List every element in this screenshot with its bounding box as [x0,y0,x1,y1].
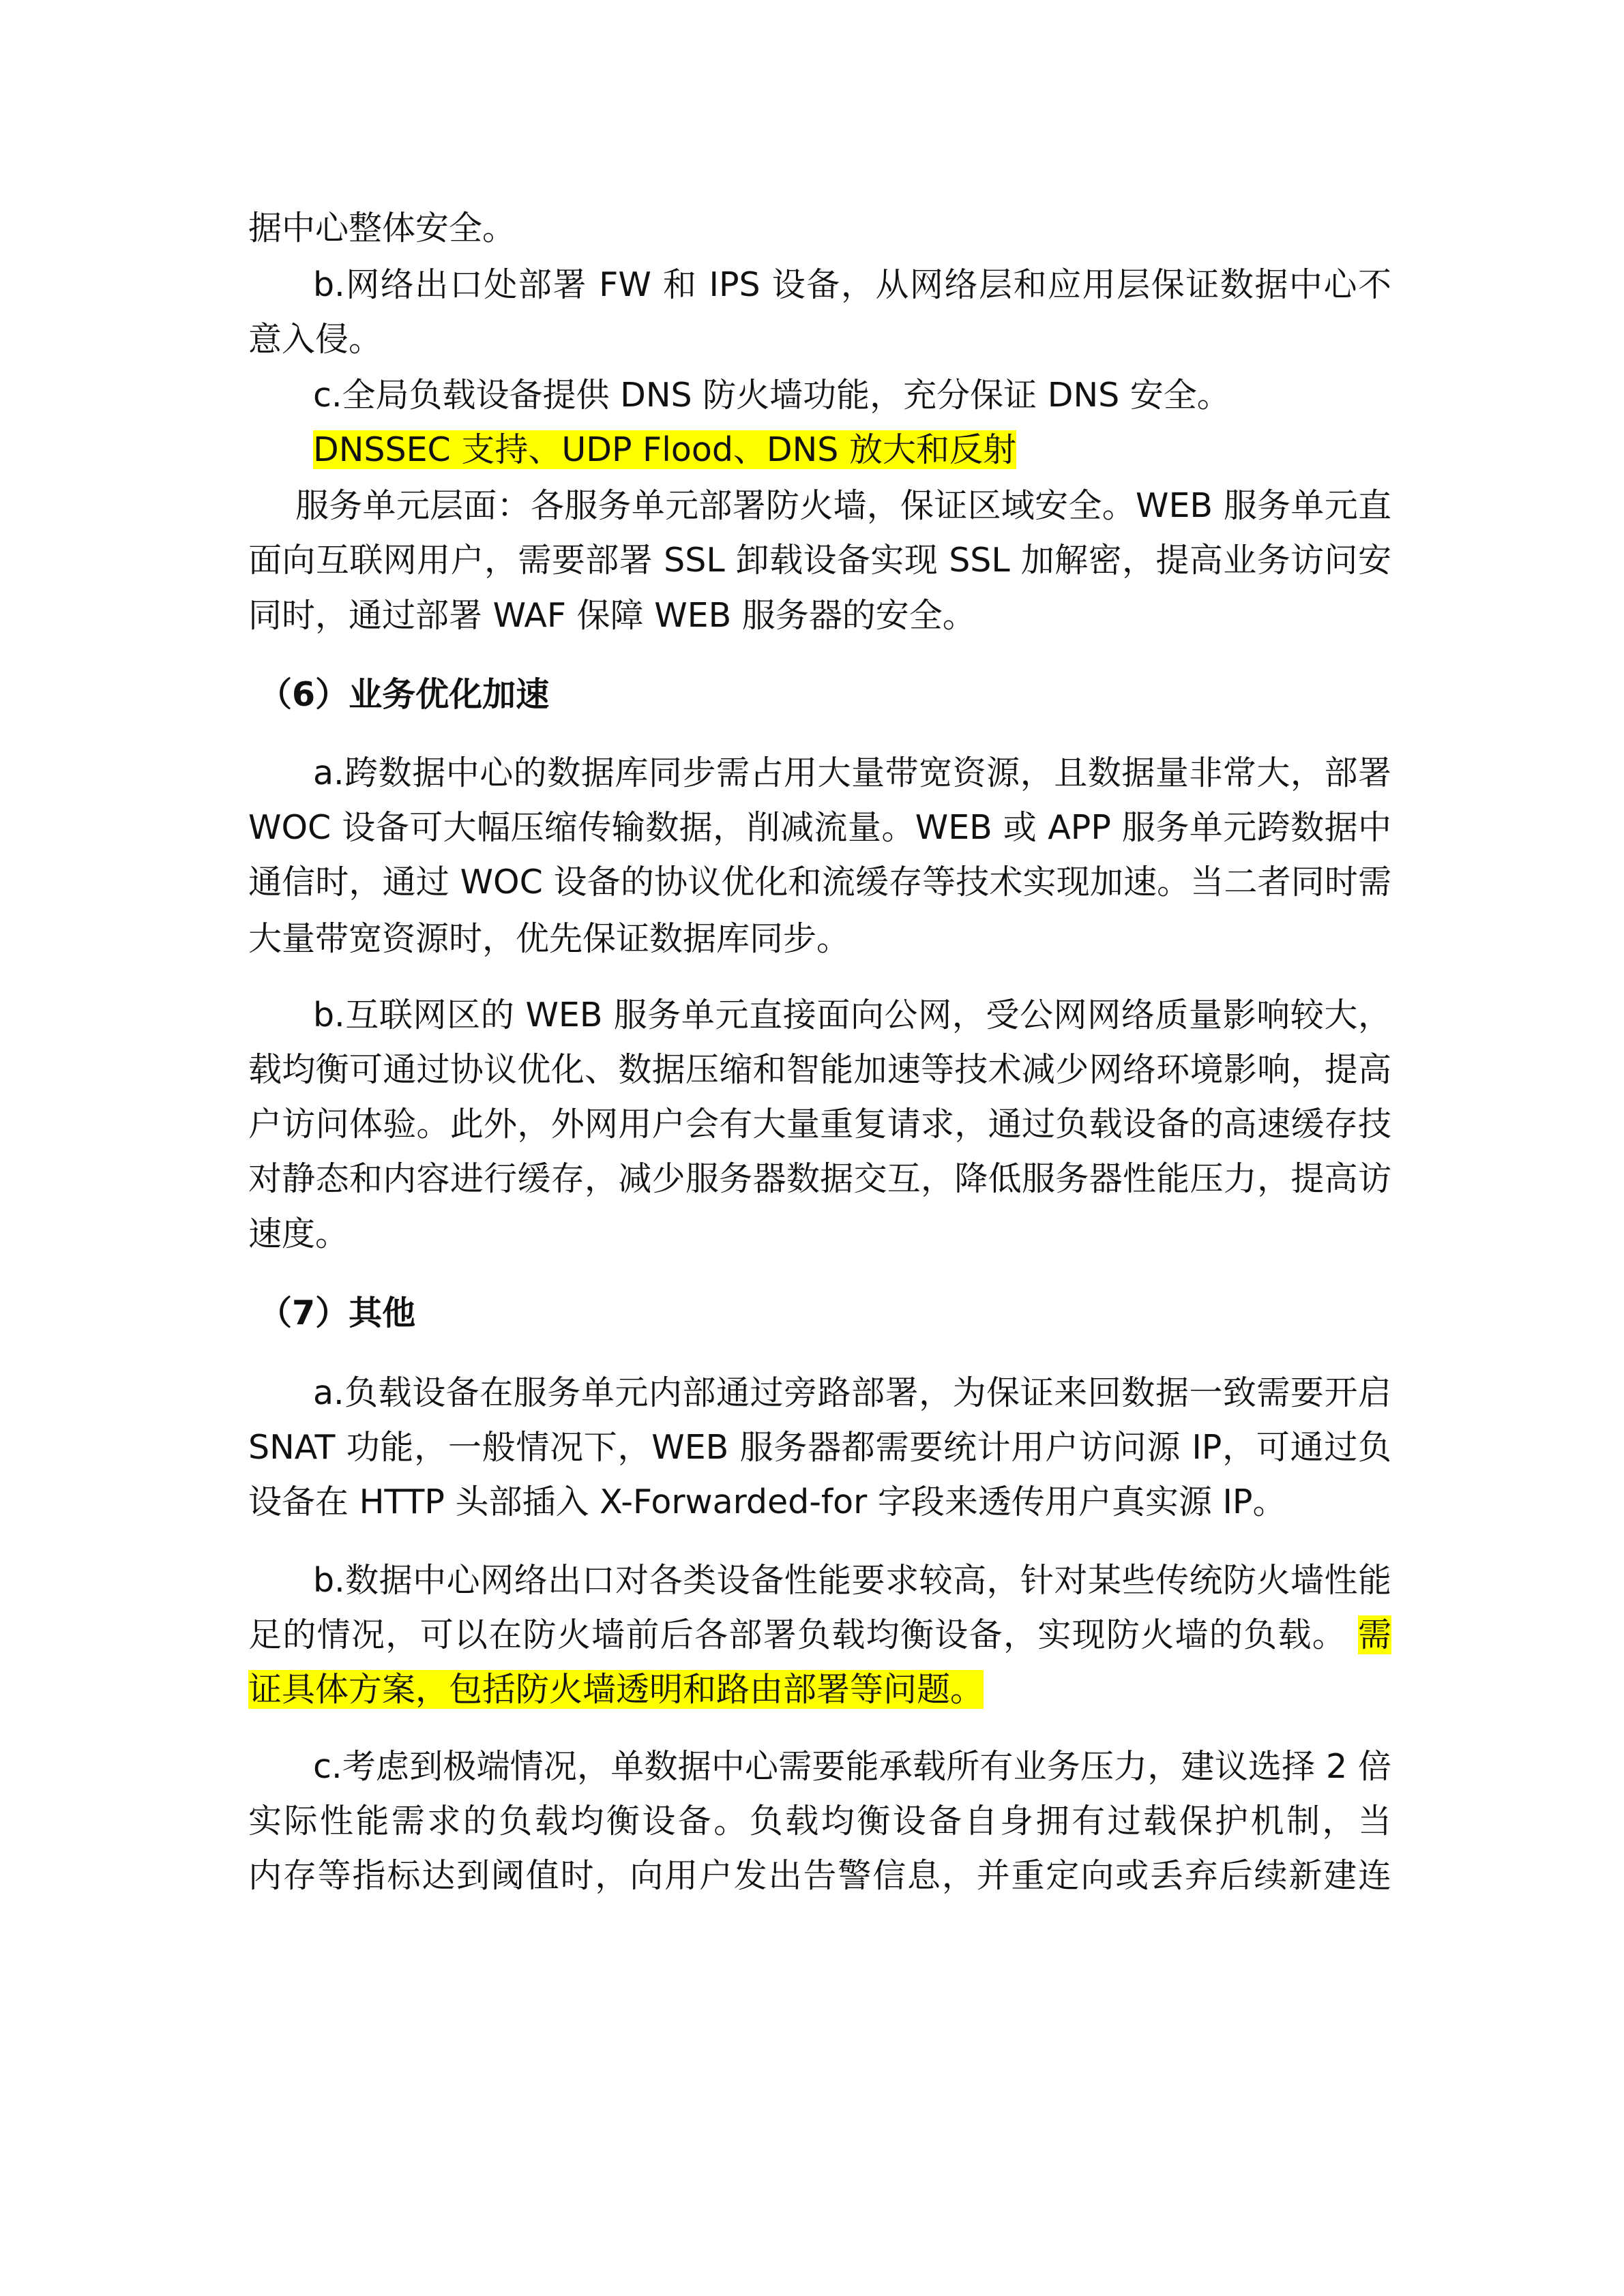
paragraph-line [248,918,1391,960]
text: 据中心整体安全。 [248,209,516,248]
text: c.考虑到极端情况，单数据中心需要能承载所有业务压力，建议选择 2 倍 [313,1747,1391,1786]
paragraph-line [248,1427,1391,1469]
text: c.全局负载设备提供 DNS 防火墙功能，充分保证 DNS 安全。 [313,376,1230,415]
highlighted-text: DNSSEC 支持、UDP Flood、DNS 放大和反射 [313,430,1016,469]
highlighted-note [313,429,1391,471]
paragraph-line [248,539,1391,582]
text: b.互联网区的 WEB 服务单元直接面向公网，受公网网络质量影响较大， [313,996,1391,1034]
paragraph-line [248,318,1391,361]
text: 大量带宽资源时，优先保证数据库同步。 [248,919,851,958]
highlighted-text: 证具体方案，包括防火墙透明和路由部署等问题。 [248,1670,984,1709]
paragraph-line [313,994,1391,1037]
paragraph-line [313,1560,1391,1602]
paragraph-line [248,1103,1391,1146]
text: 通信时，通过 WOC 设备的协议优化和流缓存等技术实现加速。当二者同时需 [248,863,1391,901]
paragraph-line [248,861,1391,904]
text: b.网络出口处部署 FW 和 IPS 设备，从网络层和应用层保证数据中心不 [313,265,1391,304]
text: 足的情况，可以在防火墙前后各部署负载均衡设备，实现防火墙的负载。 [248,1615,1358,1654]
paragraph-line [248,595,1391,637]
text: 同时，通过部署 WAF 保障 WEB 服务器的安全。 [248,596,976,635]
paragraph-line [248,1158,1391,1200]
text: 户访问体验。此外，外网用户会有大量重复请求，通过负载设备的高速缓存技 [248,1105,1391,1144]
text: 意入侵。 [248,320,383,359]
text: 服务单元层面：各服务单元部署防火墙，保证区域安全。WEB 服务单元直 [295,486,1391,525]
section-heading [259,674,1402,716]
text: 对静态和内容进行缓存，减少服务器数据交互，降低服务器性能压力，提高访 [248,1159,1391,1198]
paragraph-line [248,1213,1391,1255]
text: SNAT 功能，一般情况下，WEB 服务器都需要统计用户访问源 IP，可通过负 [248,1428,1391,1467]
paragraph-line [313,1372,1391,1414]
paragraph-line [313,374,1391,417]
text: 设备在 HTTP 头部插入 X-Forwarded-for 字段来透传用户真实源 IP。 [248,1482,1286,1521]
paragraph-line [248,1800,1391,1843]
section-heading [259,1292,1402,1335]
paragraph-line [313,1746,1391,1788]
paragraph-line [248,807,1391,849]
paragraph-line [248,1855,1391,1897]
paragraph-line [248,1614,1391,1656]
text: 面向互联网用户，需要部署 SSL 卸载设备实现 SSL 加解密，提高业务访问安 [248,541,1391,580]
text: 实际性能需求的负载均衡设备。负载均衡设备自身拥有过载保护机制，当 [248,1802,1391,1840]
paragraph-line [248,207,1391,250]
paragraph-line [295,485,1391,527]
text: 速度。 [248,1214,349,1253]
text: （7）其他 [259,1294,416,1332]
text: 内存等指标达到阈值时，向用户发出告警信息，并重定向或丢弃后续新建连 [248,1856,1391,1895]
paragraph-line [248,1481,1391,1523]
paragraph-line [313,264,1391,306]
text: WOC 设备可大幅压缩传输数据，削减流量。WEB 或 APP 服务单元跨数据中 [248,808,1391,847]
text: b.数据中心网络出口对各类设备性能要求较高，针对某些传统防火墙性能 [313,1561,1391,1600]
text: （6）业务优化加速 [259,675,550,714]
text: 载均衡可通过协议优化、数据压缩和智能加速等技术减少网络环境影响，提高 [248,1050,1391,1089]
text: a.跨数据中心的数据库同步需占用大量带宽资源，且数据量非常大，部署 [313,754,1391,792]
highlighted-text: 需 [248,1615,1391,1656]
paragraph-line [248,1049,1391,1091]
text: a.负载设备在服务单元内部通过旁路部署，为保证来回数据一致需要开启 [313,1373,1391,1412]
paragraph-line [313,752,1391,794]
highlighted-note [248,1669,1391,1711]
